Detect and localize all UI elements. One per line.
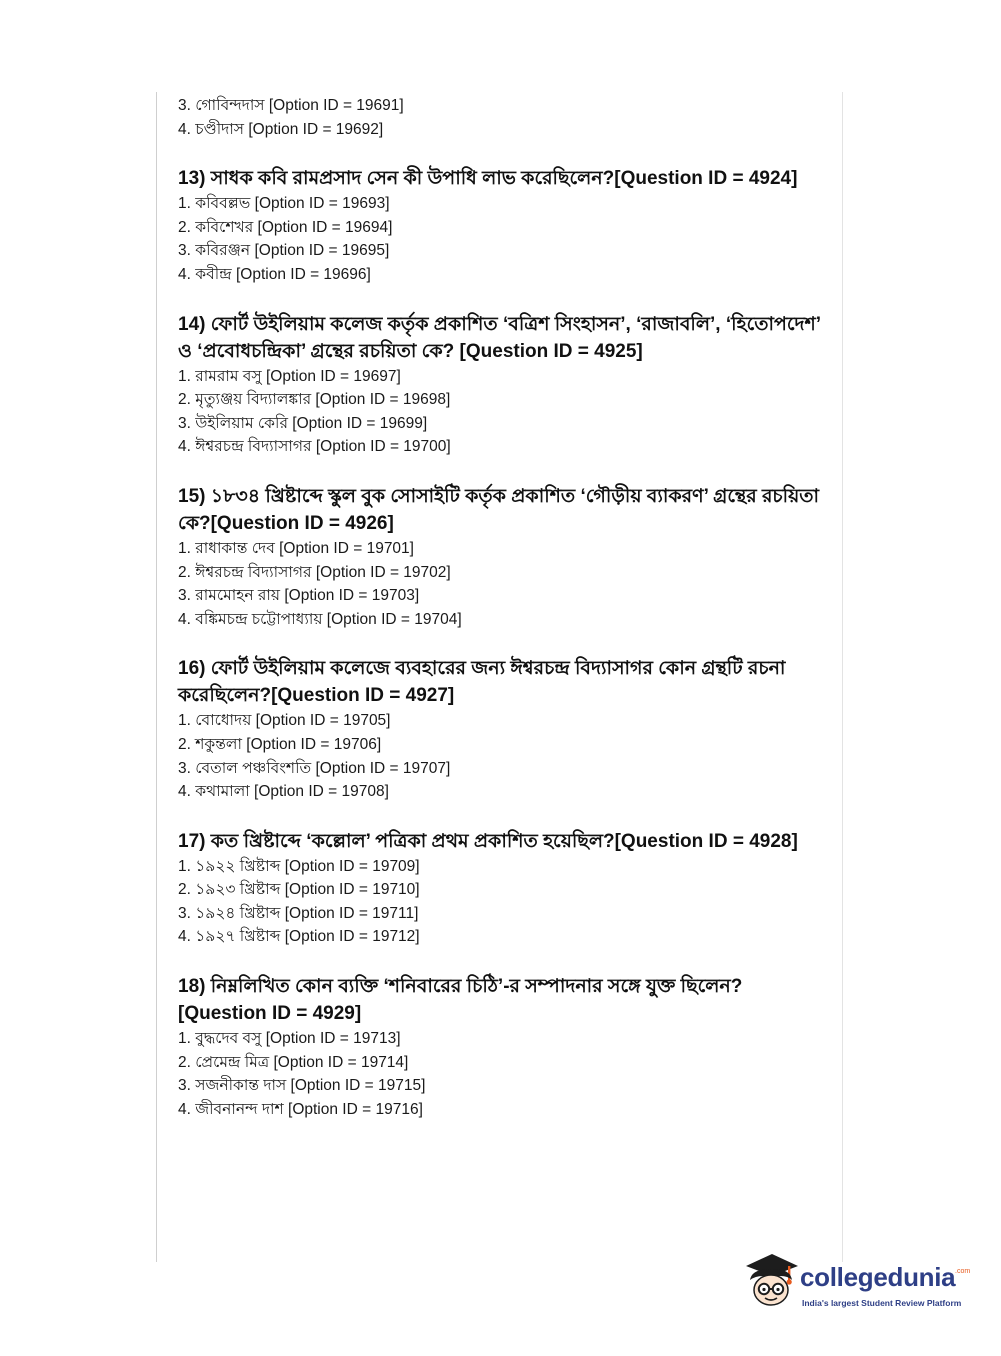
option-item: 2. ঈশ্বরচন্দ্র বিদ্যাসাগর [Option ID = 19702] [178,563,451,581]
option-item: 1. বোধোদয় [Option ID = 19705] [178,712,391,730]
question-18 [178,973,828,1121]
option-item: 1. বুদ্ধদেব বসু [Option ID = 19713] [178,1030,401,1048]
option-item: 4. ঈশ্বরচন্দ্র বিদ্যাসাগর [Option ID = 19700] [178,438,451,456]
right-margin-rule [842,92,843,1262]
option-item: 4. কবীন্দ্র [Option ID = 19696] [178,265,371,283]
option-item: 4. ১৯২৭ খ্রিষ্টাব্দ [Option ID = 19712] [178,928,420,946]
question-title: 17) কত খ্রিষ্টাব্দে ‘কল্লোল’ পত্রিকা প্রথম প্রকাশিত হয়েছিল?[Question ID = 4928] [178,830,798,852]
question-title: 14) ফোর্ট উইলিয়াম কলেজ কর্তৃক প্রকাশিত ‘বত্রিশ সিংহাসন’, ‘রাজাবলি’, ‘হিতোপদেশ’ ও ‘প্রবোধচন্দ্রিকা’ গ্রন্থের রচয়িতা কে? [Question ID = 4925] [178,313,821,362]
question-13 [178,165,828,286]
question-17 [178,828,828,949]
option-item: 4. জীবনানন্দ দাশ [Option ID = 19716] [178,1100,423,1118]
option-item: 1. কবিবল্লভ [Option ID = 19693] [178,195,390,213]
option-item: 4. চণ্ডীদাস [Option ID = 19692] [178,120,384,138]
question-14 [178,311,828,459]
question-title: 15) ১৮৩৪ খ্রিষ্টাব্দে স্কুল বুক সোসাইটি কর্তৃক প্রকাশিত ‘গৌড়ীয় ব্যাকরণ’ গ্রন্থের রচয়িতা কে?[Question ID = 4926] [178,485,820,534]
option-item: 3. গোবিন্দদাস [Option ID = 19691] [178,97,404,114]
option-item: 2. ১৯২৩ খ্রিষ্টাব্দ [Option ID = 19710] [178,881,420,899]
question-title: 13) সাধক কবি রামপ্রসাদ সেন কী উপাধি লাভ করেছিলেন?[Question ID = 4924] [178,168,798,190]
question-list [178,94,828,1121]
option-item: 3. কবিরঞ্জন [Option ID = 19695] [178,242,390,260]
brand-tagline: India's largest Student Review Platform [802,1298,962,1308]
option-item: 2. কবিশেখর [Option ID = 19694] [178,218,393,236]
question-title: 18) নিম্নলিখিত কোন ব্যক্তি ‘শনিবারের চিঠি’-র সম্পাদনার সঙ্গে যুক্ত ছিলেন?[Question ID = 4929] [178,976,743,1025]
option-item: 3. বেতাল পঞ্চবিংশতি [Option ID = 19707] [178,759,451,777]
collegedunia-logo [742,1250,972,1316]
mascot-icon [742,1250,802,1312]
option-item: 3. ১৯২৪ খ্রিষ্টাব্দ [Option ID = 19711] [178,904,419,922]
option-item: 2. শকুন্তলা [Option ID = 19706] [178,735,382,753]
option-item: 4. কথামালা [Option ID = 19708] [178,783,389,801]
question-title: 16) ফোর্ট উইলিয়াম কলেজে ব্যবহারের জন্য ঈশ্বরচন্দ্র বিদ্যাসাগর কোন গ্রন্থটি রচনা করেছিলেন?[Question ID = 4927] [178,658,786,707]
brand-suffix: .com [955,1268,971,1275]
left-margin-rule [156,92,157,1262]
brand-name: collegedunia [800,1262,956,1292]
question-16 [178,655,828,803]
option-item: 1. ১৯২২ খ্রিষ্টাব্দ [Option ID = 19709] [178,857,420,875]
option-item: 3. সজনীকান্ত দাস [Option ID = 19715] [178,1077,426,1095]
option-item: 2. মৃত্যুঞ্জয় বিদ্যালঙ্কার [Option ID = 19698] [178,391,451,409]
option-item: 2. প্রেমেন্দ্র মিত্র [Option ID = 19714] [178,1053,409,1071]
previous-question-options [178,94,828,141]
question-15 [178,483,828,631]
option-item: 4. বঙ্কিমচন্দ্র চট্টোপাধ্যায় [Option ID = 19704] [178,610,462,628]
option-item: 1. রাধাকান্ত দেব [Option ID = 19701] [178,539,414,557]
option-item: 3. রামমোহন রায় [Option ID = 19703] [178,587,420,605]
option-item: 1. রামরাম বসু [Option ID = 19697] [178,367,401,385]
option-item: 3. উইলিয়াম কেরি [Option ID = 19699] [178,414,428,432]
